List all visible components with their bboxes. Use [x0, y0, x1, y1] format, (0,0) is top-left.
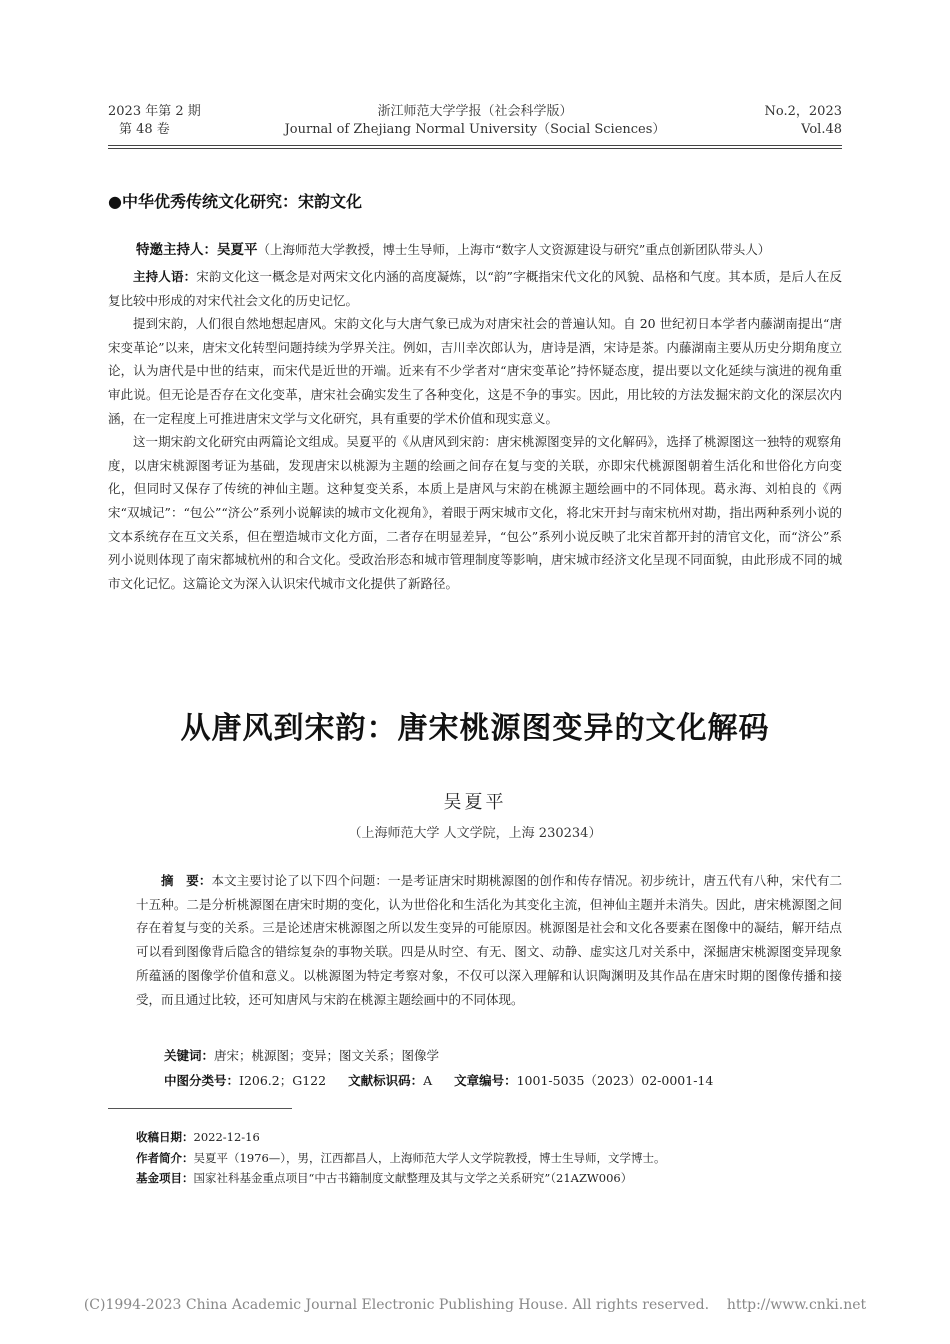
keywords-label: 关键词： [164, 1048, 215, 1063]
header-center [250, 103, 700, 139]
host-words-paragraph: 提到宋韵，人们很自然地想起唐风。宋韵文化与大唐气象已成为对唐宋社会的普遍认知。自 20 世纪初日本学者内藤湖南提出“唐宋变革论”以来，唐宋文化转型问题持续为学界关注。例如，吉川幸次郎认为，唐诗是酒，宋诗是茶。内藤湖南主要从历史分期角度立论，认为唐代是中世的结束，而宋代是近世的开端。近来有不少学者对“唐宋变革论”持怀疑态度，提出要以文化延续与演进的视角重审此说。但无论是否存在文化变革，唐宋社会确实发生了各种变化，这是不争的事实。因此，用比较的方法发掘宋韵文化的深层次内涵，在一定程度上可推进唐宋文学与文化研究，具有重要的学术价值和现实意义。 [108, 316, 842, 426]
footnotes [136, 1127, 842, 1189]
footnote-fund [136, 1168, 842, 1189]
host-label: 特邀主持人： [136, 242, 217, 258]
header-issue-en: No.2，2023 [764, 104, 842, 119]
doc-code-value: A [423, 1073, 433, 1088]
header-volume: 第 48 卷 [119, 122, 170, 137]
host-words-paragraph: 这一期宋韵文化研究由两篇论文组成。吴夏平的《从唐风到宋韵：唐宋桃源图变异的文化解码》，选择了桃源图这一独特的观察角度，以唐宋桃源图考证为基础，发现唐宋以桃源为主题的绘画之间存在复与变的关联，亦即宋代桃源图朝着生活化和世俗化方向变化，但同时又保存了传统的神仙主题。这种复变关系，本质上是唐风与宋韵在桃源主题绘画中的不同体现。葛永海、刘柏良的《两宋“双城记”：“包公”“济公”系列小说解读的城市文化视角》，着眼于两宋城市文化，将北宋开封与南宋杭州对勘，指出两种系列小说的文本系统存在互文关系，但在塑造城市文化方面，二者存在明显差异，“包公”系列小说反映了北宋首都开封的清官文化，而“济公”系列小说则体现了南宋都城杭州的和合文化。受政治形态和城市管理制度等影响，唐宋城市经济文化呈现不同面貌，由此形成不同的城市文化记忆。这篇论文为深入认识宋代城市文化提供了新路径。 [108, 434, 842, 591]
article-affiliation: （上海师范大学 人文学院，上海 230234） [348, 826, 602, 841]
section-title: ●中华优秀传统文化研究：宋韵文化 [108, 192, 362, 211]
fund-value: 国家社科基金重点项目“中古书籍制度文献整理及其与文学之关系研究”（21AZW006） [193, 1171, 633, 1185]
article-title: 从唐风到宋韵：唐宋桃源图变异的文化解码 [180, 711, 770, 746]
host-desc: （上海师范大学教授，博士生导师，上海市“数字人文资源建设与研究”重点创新团队带头人） [257, 242, 771, 257]
fund-label: 基金项目： [136, 1171, 194, 1185]
header-rule [108, 145, 842, 146]
footnote-rule [108, 1108, 292, 1109]
abstract [136, 869, 842, 1011]
abstract-label: 摘 要： [161, 873, 212, 888]
abstract-text: 本文主要讨论了以下四个问题：一是考证唐宋时期桃源图的创作和传存情况。初步统计，唐五代有八种，宋代有二十五种。二是分析桃源图在唐宋时期的变化，认为世俗化和生活化为其变化主流，但神仙主题并未消失。因此，唐宋桃源图之间存在着复与变的关系。三是论述唐宋桃源图之所以发生变异的可能原因。桃源图是社会和文化各要素在图像中的凝结，解开结点可以看到图像背后隐含的错综复杂的事物关联。四是从时空、有无、图文、动静、虚实这几对关系中，深掘唐宋桃源图变异现象所蕴涵的图像学价值和意义。以桃源图为特定考察对象，不仅可以深入理解和认识陶渊明及其作品在唐宋时期的图像传播和接受，而且通过比较，还可知唐风与宋韵在桃源主题绘画中的不同体现。 [136, 873, 842, 1007]
host-line [136, 238, 770, 262]
host-words-label: 主持人语： [133, 269, 197, 284]
clc-value: I206.2；G122 [239, 1073, 327, 1088]
header-left [108, 103, 201, 139]
article-number-label: 文章编号： [454, 1073, 517, 1088]
article-author: 吴夏平 [443, 792, 507, 813]
clc-label: 中图分类号： [164, 1073, 240, 1088]
header-year-issue: 2023 年第 2 期 [108, 104, 201, 119]
author-info-value: 吴夏平（1976—），男，江西都昌人，上海师范大学人文学院教授，博士生导师，文学博士。 [193, 1150, 666, 1165]
header-right [765, 103, 842, 139]
header-journal-cn: 浙江师范大学学报（社会科学版） [377, 104, 573, 119]
footnote-received [136, 1127, 842, 1148]
host-words [108, 265, 842, 595]
received-label: 收稿日期： [136, 1130, 194, 1144]
host-name: 吴夏平 [217, 242, 258, 258]
keywords [164, 1044, 842, 1068]
header-vol-en: Vol.48 [801, 122, 842, 137]
header-rule-second [108, 148, 842, 149]
article-number-value: 1001-5035（2023）02-0001-14 [516, 1073, 714, 1088]
classification [164, 1069, 842, 1093]
doc-code-label: 文献标识码： [348, 1073, 424, 1088]
author-info-label: 作者简介： [136, 1150, 194, 1165]
received-value: 2022-12-16 [193, 1130, 260, 1144]
copyright-notice: (C)1994-2023 China Academic Journal Electronic Publishing House. All rights reserved. http://www.cnki.net [83, 1297, 867, 1313]
keywords-text: 唐宋；桃源图；变异；图文关系；图像学 [214, 1048, 440, 1063]
footnote-author [136, 1148, 842, 1169]
host-words-paragraph: 宋韵文化这一概念是对两宋文化内涵的高度凝炼，以“韵”字概指宋代文化的风貌、品格和气度。其本质，是后人在反复比较中形成的对宋代社会文化的历史记忆。 [108, 269, 842, 308]
header-journal-en: Journal of Zhejiang Normal University（Social Sciences） [284, 122, 666, 137]
